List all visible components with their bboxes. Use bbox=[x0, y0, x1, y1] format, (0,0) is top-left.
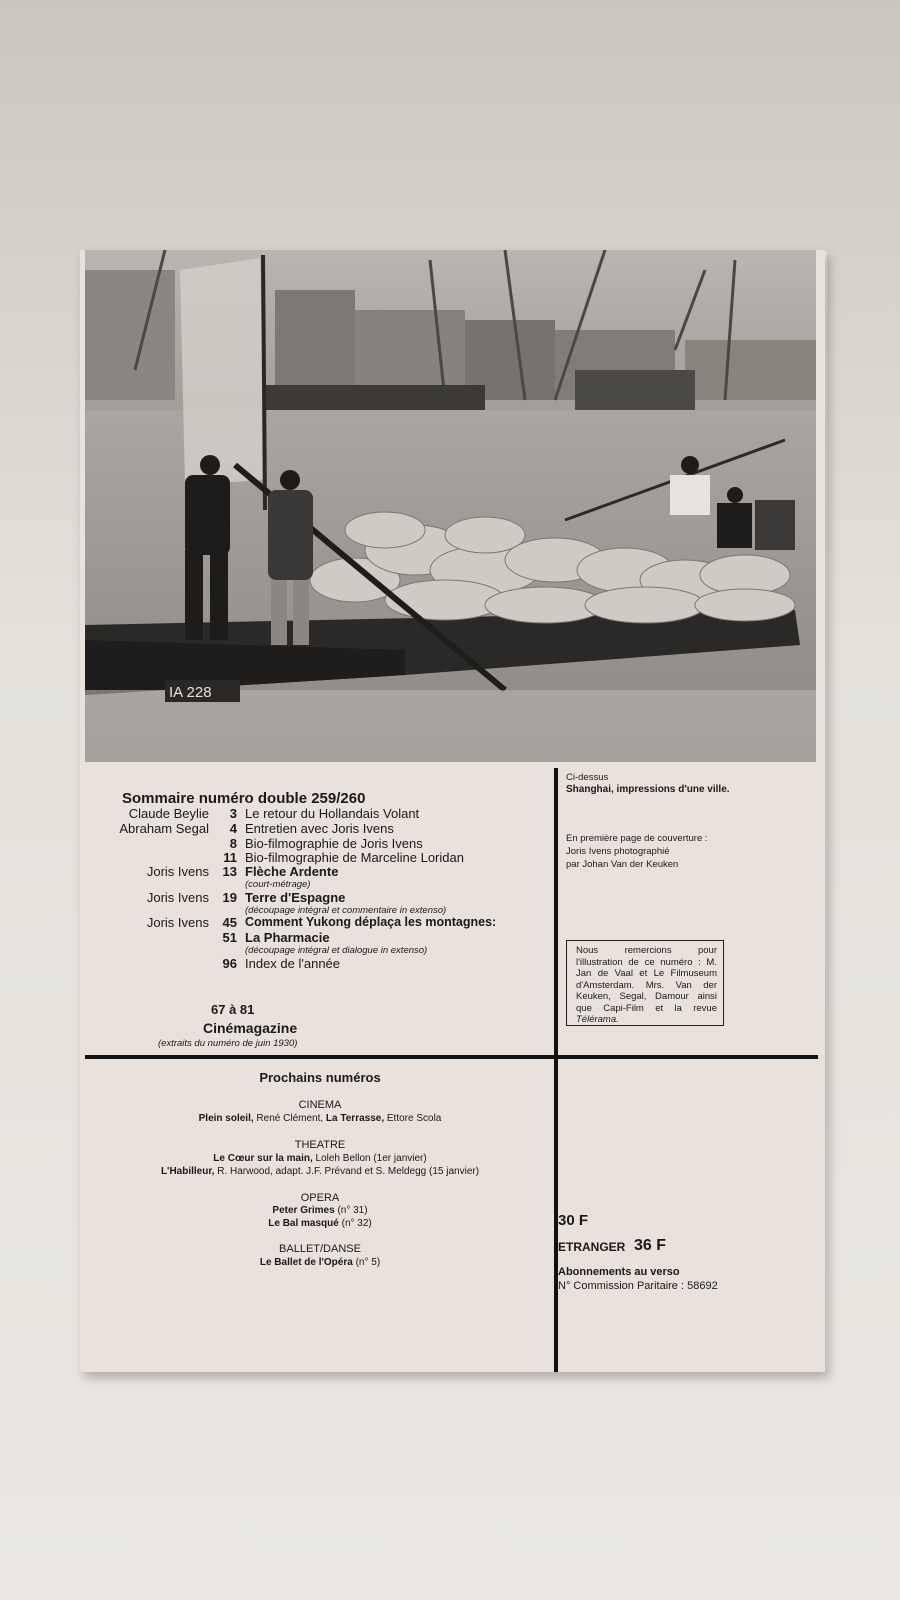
upcoming-detail: (n° 32) bbox=[338, 1218, 372, 1229]
upcoming-detail: (n° 5) bbox=[352, 1257, 381, 1268]
upcoming-title: Le Bal masqué bbox=[268, 1218, 339, 1229]
toc-article-title: Comment Yukong déplaça les montagnes: bbox=[245, 915, 497, 929]
upcoming-category-ballet: BALLET/DANSE bbox=[279, 1243, 361, 1255]
toc-article-title: Terre d'Espagne bbox=[245, 890, 346, 905]
upcoming-detail: Loleh Bellon (1er janvier) bbox=[312, 1153, 427, 1164]
toc-page: 11 bbox=[223, 850, 237, 865]
toc-entry bbox=[80, 864, 554, 880]
acknowledgements-text: Nous remercions pour l'illustration de ce numéro : M. Jan de Vaal et Le Filmuseum d'Amsterdam. Mrs. Van der Keuken, Segal, Damour ainsi que Capi-Film et la revue bbox=[576, 945, 717, 1014]
upcoming-title: Peter Grimes bbox=[272, 1205, 335, 1216]
upcoming-opera-line bbox=[85, 1218, 555, 1229]
cover-caption-line: En première page de couverture : bbox=[566, 833, 708, 844]
toc-entry bbox=[80, 956, 554, 972]
upcoming-category-cinema: CINEMA bbox=[298, 1099, 342, 1111]
upcoming-theatre-line bbox=[85, 1166, 555, 1177]
toc-author: Joris Ivens bbox=[146, 864, 209, 879]
toc-article-title: Entretien avec Joris Ivens bbox=[245, 821, 394, 836]
toc-article-title: Bio-filmographie de Marceline Loridan bbox=[245, 850, 464, 865]
upcoming-title: Le Ballet de l'Opéra bbox=[259, 1257, 353, 1268]
toc-page: 3 bbox=[229, 806, 237, 821]
upcoming-ballet-line bbox=[85, 1257, 555, 1268]
upcoming-detail: (n° 31) bbox=[334, 1205, 368, 1216]
boat-number: IA 228 bbox=[169, 684, 212, 701]
upcoming-detail: R. Harwood, adapt. J.F. Prévand et S. Meldegg (15 janvier) bbox=[214, 1166, 480, 1177]
toc-article-title: Index de l'année bbox=[245, 956, 341, 971]
price: 30 F bbox=[558, 1212, 589, 1229]
horizontal-divider bbox=[85, 1055, 818, 1059]
caption-above-label: Ci-dessus bbox=[566, 772, 609, 783]
upcoming-title: La Terrasse, bbox=[325, 1113, 385, 1124]
upcoming-issues-title: Prochains numéros bbox=[259, 1070, 381, 1085]
acknowledgements-box bbox=[566, 940, 724, 1026]
toc-author: Joris Ivens bbox=[146, 890, 209, 905]
shanghai-harbour-photo bbox=[85, 250, 816, 762]
toc-page: 96 bbox=[222, 956, 237, 971]
subscriptions-note: Abonnements au verso bbox=[558, 1266, 680, 1278]
cinemagazine-page-range: 67 à 81 bbox=[211, 1002, 255, 1017]
caption-above-title: Shanghai, impressions d'une ville. bbox=[566, 784, 730, 795]
toc-article-title: Bio-filmographie de Joris Ivens bbox=[245, 836, 423, 851]
toc-note: (découpage intégral et dialogue in extenso) bbox=[245, 945, 428, 956]
toc-entry bbox=[80, 890, 554, 906]
upcoming-detail: Ettore Scola bbox=[384, 1113, 442, 1124]
toc-note: (court-métrage) bbox=[245, 879, 311, 890]
toc-page: 13 bbox=[222, 864, 237, 879]
toc-article-title: La Pharmacie bbox=[245, 930, 330, 945]
upcoming-title: Le Cœur sur la main, bbox=[213, 1153, 313, 1164]
toc-title: Sommaire numéro double 259/260 bbox=[122, 790, 366, 807]
upcoming-title: Plein soleil, bbox=[198, 1113, 254, 1124]
upcoming-cinema-line bbox=[85, 1113, 555, 1124]
upcoming-title: L'Habilleur, bbox=[160, 1166, 215, 1177]
toc-author: Abraham Segal bbox=[119, 821, 209, 836]
toc-page: 51 bbox=[222, 930, 237, 945]
toc-article-title: Le retour du Hollandais Volant bbox=[245, 806, 420, 821]
toc-page: 4 bbox=[229, 821, 237, 836]
upcoming-theatre-line bbox=[85, 1153, 555, 1164]
cover-caption-line: par Johan Van der Keuken bbox=[566, 859, 679, 870]
upcoming-category-theatre: THEATRE bbox=[294, 1139, 346, 1151]
cinemagazine-title: Cinémagazine bbox=[203, 1020, 298, 1036]
foreign-price-label: ETRANGER bbox=[558, 1240, 626, 1254]
foreign-price: 36 F bbox=[634, 1237, 667, 1254]
toc-entry bbox=[80, 821, 554, 837]
toc-author: Joris Ivens bbox=[146, 915, 209, 930]
toc-page: 45 bbox=[222, 915, 237, 930]
magazine-back-cover bbox=[80, 250, 825, 1372]
upcoming-category-opera: OPERA bbox=[300, 1192, 340, 1204]
toc-note: (découpage intégral et commentaire in extenso) bbox=[245, 905, 447, 916]
toc-entry bbox=[80, 806, 554, 822]
commission-number: N° Commission Paritaire : 58692 bbox=[558, 1280, 718, 1292]
toc-page: 8 bbox=[229, 836, 237, 851]
toc-article-title: Flèche Ardente bbox=[245, 864, 339, 879]
cover-caption-line: Joris Ivens photographié bbox=[566, 846, 670, 857]
toc-author: Claude Beylie bbox=[128, 806, 209, 821]
cinemagazine-note: (extraits du numéro de juin 1930) bbox=[158, 1038, 298, 1049]
acknowledgements-magazine: Télérama. bbox=[576, 1014, 619, 1025]
upcoming-detail: René Clément, bbox=[253, 1113, 326, 1124]
toc-entry bbox=[80, 930, 554, 946]
toc-entry bbox=[80, 915, 554, 931]
toc-page: 19 bbox=[222, 890, 237, 905]
upcoming-opera-line bbox=[85, 1205, 555, 1216]
